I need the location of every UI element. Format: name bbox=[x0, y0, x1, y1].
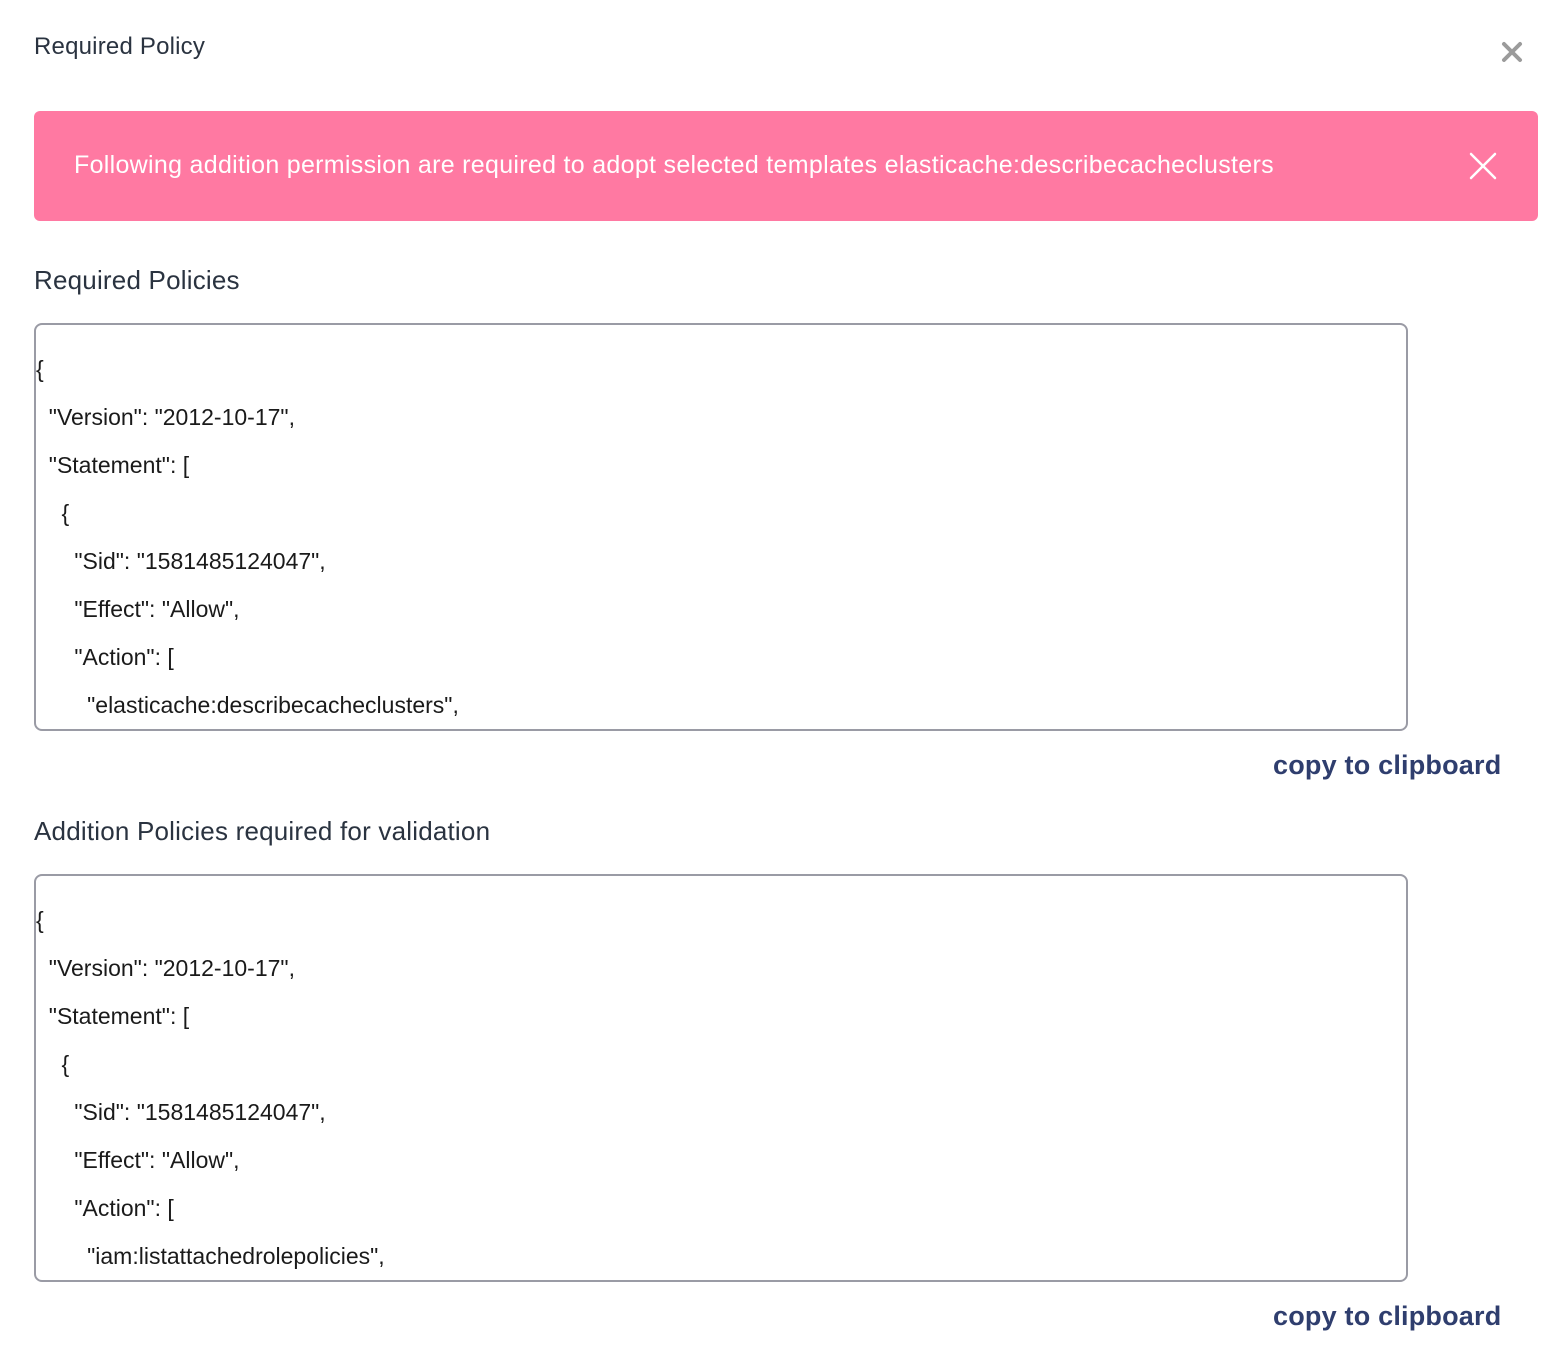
code-line: { bbox=[36, 907, 44, 933]
code-line: "Sid": "1581485124047", bbox=[36, 1099, 326, 1125]
code-line: "Effect": "Allow", bbox=[36, 596, 240, 622]
required-policies-label: Required Policies bbox=[34, 265, 240, 295]
code-line: "Effect": "Allow", bbox=[36, 1147, 240, 1173]
copy-required-policies-link[interactable]: copy to clipboard bbox=[1273, 750, 1502, 780]
modal-close-icon[interactable] bbox=[1496, 36, 1528, 68]
alert-close-icon[interactable] bbox=[1464, 147, 1502, 185]
code-line: { bbox=[36, 1051, 70, 1077]
modal-title: Required Policy bbox=[34, 33, 206, 60]
code-line: "iam:listattachedrolepolicies", bbox=[36, 1243, 385, 1269]
alert-message: Following addition permission are required to adopt selected templates elasticache:describecacheclusters bbox=[74, 151, 1274, 179]
code-line: "Action": [ bbox=[36, 644, 174, 670]
permission-alert bbox=[34, 111, 1538, 221]
code-line: "Version": "2012-10-17", bbox=[36, 955, 295, 981]
copy-addition-policies-link[interactable]: copy to clipboard bbox=[1273, 1301, 1502, 1331]
addition-policies-label: Addition Policies required for validation bbox=[34, 816, 491, 846]
code-line: { bbox=[36, 356, 44, 382]
code-line: "Version": "2012-10-17", bbox=[36, 404, 295, 430]
required-policies-textarea[interactable] bbox=[34, 323, 1408, 731]
code-line: "Statement": [ bbox=[36, 1003, 190, 1029]
code-line: "Statement": [ bbox=[36, 452, 190, 478]
addition-policies-textarea[interactable] bbox=[34, 874, 1408, 1282]
code-line: { bbox=[36, 500, 70, 526]
code-line: "Action": [ bbox=[36, 1195, 174, 1221]
code-line: "elasticache:describecacheclusters", bbox=[36, 692, 459, 718]
code-line: "Sid": "1581485124047", bbox=[36, 548, 326, 574]
